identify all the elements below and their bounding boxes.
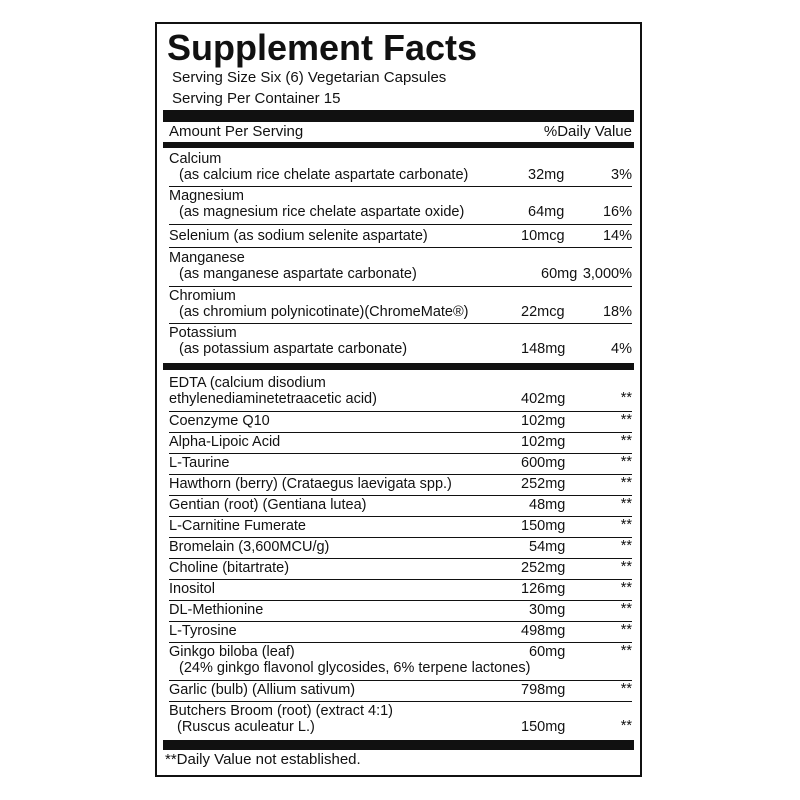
amount-per-serving-label: Amount Per Serving <box>169 123 304 140</box>
ingredient-row <box>169 497 632 517</box>
ingredient-amount: 150mg <box>521 719 566 735</box>
ingredient-amount: 102mg <box>521 434 566 450</box>
ingredient-daily-value: ** <box>620 496 632 512</box>
ingredient-name: L-Taurine <box>169 455 230 471</box>
ingredient-daily-value: ** <box>620 681 632 697</box>
ingredient-row <box>169 623 632 643</box>
daily-value-footnote: **Daily Value not established. <box>165 751 361 768</box>
ingredient-amount: 498mg <box>521 623 566 639</box>
nutrient-name: Chromium <box>169 288 236 304</box>
ingredient-row <box>169 581 632 601</box>
nutrient-amount: 22mcg <box>521 304 565 320</box>
nutrient-name: Calcium <box>169 151 222 167</box>
ingredient-row <box>169 455 632 475</box>
ingredient-row <box>169 476 632 496</box>
ingredient-amount: 54mg <box>529 539 566 555</box>
nutrient-detail: (as manganese aspartate carbonate) <box>179 266 417 282</box>
supplement-facts-panel <box>155 22 642 777</box>
ingredient-amount: 30mg <box>529 602 566 618</box>
nutrient-daily-value: 14% <box>602 228 632 244</box>
ingredient-amount: 102mg <box>521 413 566 429</box>
ingredient-row <box>169 539 632 559</box>
ingredient-name: Inositol <box>169 581 215 597</box>
servings-per-container: Serving Per Container 15 <box>172 90 341 107</box>
ingredient-daily-value: ** <box>620 601 632 617</box>
ingredient-name: L-Carnitine Fumerate <box>169 518 306 534</box>
ingredient-amount: 402mg <box>521 391 566 407</box>
nutrient-amount: 10mcg <box>521 228 565 244</box>
nutrient-name: Magnesium <box>169 188 244 204</box>
ingredient-amount: 48mg <box>529 497 566 513</box>
ingredient-name: Hawthorn (berry) (Crataegus laevigata spp.) <box>169 476 452 492</box>
divider-header <box>163 142 634 148</box>
divider-section <box>163 363 634 370</box>
divider-thick <box>163 110 634 122</box>
ingredient-amount: 600mg <box>521 455 566 471</box>
ingredient-name: Bromelain (3,600MCU/g) <box>169 539 330 555</box>
nutrient-daily-value: 3,000% <box>582 266 632 282</box>
ingredient-name: Ginkgo biloba (leaf) <box>169 644 295 660</box>
nutrient-name: Potassium <box>169 325 237 341</box>
nutrient-amount: 148mg <box>521 341 566 357</box>
nutrient-row <box>169 325 632 360</box>
ingredient-row <box>169 682 632 702</box>
ingredient-amount: 252mg <box>521 560 566 576</box>
nutrient-daily-value: 4% <box>611 341 632 357</box>
ingredient-row <box>169 644 632 681</box>
ingredient-row <box>169 375 632 412</box>
nutrient-amount: 32mg <box>528 167 565 183</box>
ingredient-name: Choline (bitartrate) <box>169 560 290 576</box>
ingredient-name: Coenzyme Q10 <box>169 413 270 429</box>
nutrient-detail: (as magnesium rice chelate aspartate oxide) <box>179 204 465 220</box>
daily-value-label: %Daily Value <box>543 123 632 140</box>
ingredient-amount: 150mg <box>521 518 566 534</box>
ingredient-detail: ethylenediaminetetraacetic acid) <box>169 391 377 407</box>
divider-bottom <box>163 740 634 750</box>
ingredient-row <box>169 434 632 454</box>
ingredient-name: Gentian (root) (Gentiana lutea) <box>169 497 367 513</box>
ingredient-name: Garlic (bulb) (Allium sativum) <box>169 682 356 698</box>
ingredient-row <box>169 703 632 739</box>
ingredient-name: DL-Methionine <box>169 602 264 618</box>
ingredient-amount: 60mg <box>529 644 566 660</box>
ingredient-name: L-Tyrosine <box>169 623 237 639</box>
ingredient-amount: 798mg <box>521 682 566 698</box>
nutrient-row <box>169 288 632 324</box>
nutrient-daily-value: 18% <box>602 304 632 320</box>
serving-size: Serving Size Six (6) Vegetarian Capsules <box>172 69 447 86</box>
ingredient-daily-value: ** <box>620 559 632 575</box>
ingredient-detail: (Ruscus aculeatur L.) <box>177 719 315 735</box>
ingredient-amount: 252mg <box>521 476 566 492</box>
nutrient-row <box>169 151 632 187</box>
ingredient-daily-value: ** <box>620 622 632 638</box>
nutrient-detail: (as chromium polynicotinate)(ChromeMate®) <box>179 304 469 320</box>
nutrient-name: Manganese <box>169 250 245 266</box>
ingredient-name: Alpha-Lipoic Acid <box>169 434 281 450</box>
ingredient-name: EDTA (calcium disodium <box>169 375 326 391</box>
ingredient-daily-value: ** <box>620 454 632 470</box>
nutrient-daily-value: 16% <box>602 204 632 220</box>
ingredient-daily-value: ** <box>620 517 632 533</box>
nutrient-amount: 64mg <box>528 204 565 220</box>
nutrient-detail: (as calcium rice chelate aspartate carbonate) <box>179 167 469 183</box>
ingredient-daily-value: ** <box>620 390 632 406</box>
ingredient-daily-value: ** <box>620 538 632 554</box>
ingredient-daily-value: ** <box>620 433 632 449</box>
ingredient-amount: 126mg <box>521 581 566 597</box>
ingredient-row <box>169 602 632 622</box>
ingredient-daily-value: ** <box>620 643 632 659</box>
nutrient-row <box>169 188 632 225</box>
ingredient-daily-value: ** <box>620 580 632 596</box>
ingredient-daily-value: ** <box>620 475 632 491</box>
nutrient-detail: (as potassium aspartate carbonate) <box>179 341 408 357</box>
panel-title: Supplement Facts <box>167 27 478 68</box>
nutrient-row <box>169 227 632 248</box>
ingredient-row <box>169 560 632 580</box>
column-header <box>169 123 632 141</box>
nutrient-name: Selenium (as sodium selenite aspartate) <box>169 228 428 244</box>
ingredient-daily-value: ** <box>620 412 632 428</box>
ingredient-detail: (24% ginkgo flavonol glycosides, 6% terpene lactones) <box>179 660 531 676</box>
nutrient-row <box>169 250 632 287</box>
ingredient-daily-value: ** <box>620 718 632 734</box>
nutrient-amount: 60mg <box>541 266 578 282</box>
ingredient-row <box>169 518 632 538</box>
ingredient-row <box>169 413 632 433</box>
ingredient-name: Butchers Broom (root) (extract 4:1) <box>169 703 394 719</box>
nutrient-daily-value: 3% <box>611 167 632 183</box>
